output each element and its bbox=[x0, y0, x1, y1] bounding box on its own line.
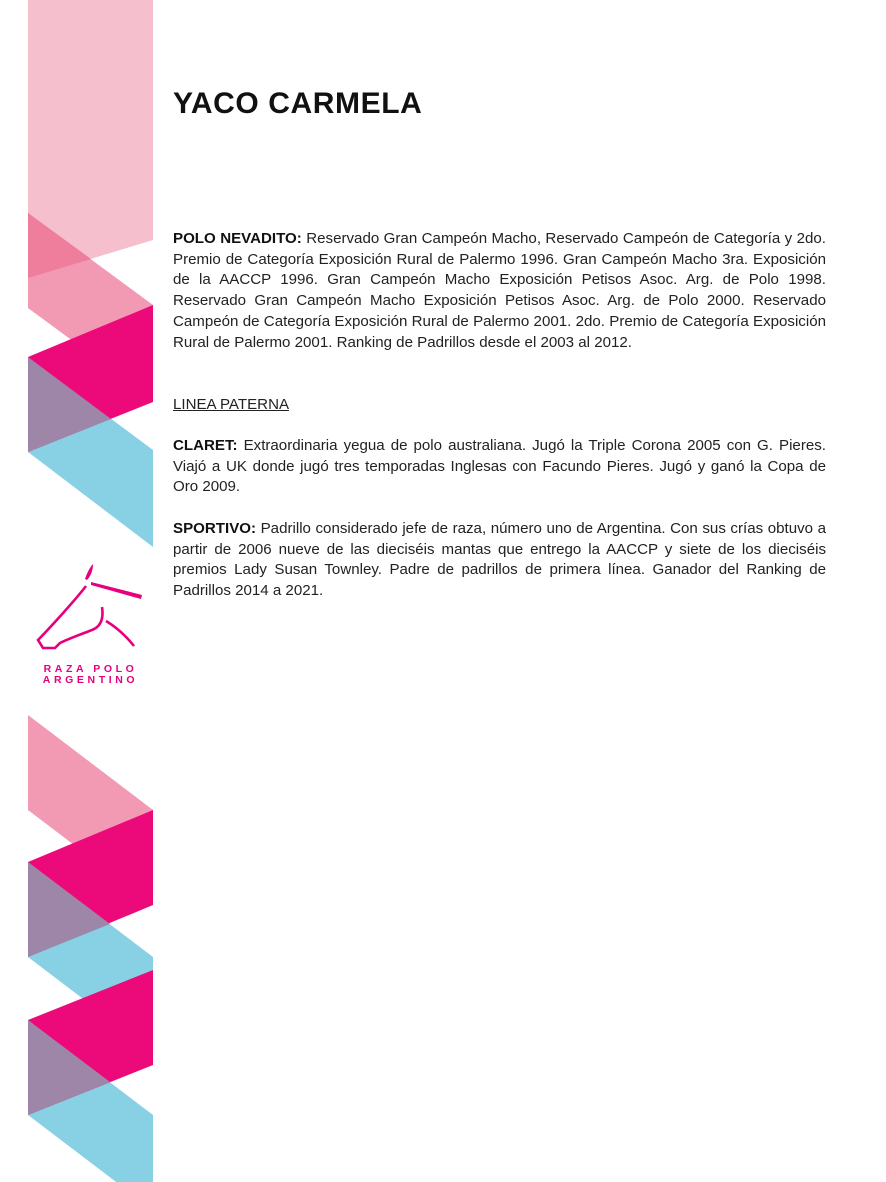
label-polo-nevadito: POLO NEVADITO: bbox=[173, 230, 302, 247]
paragraph-polo-nevadito bbox=[173, 229, 826, 353]
paragraph-claret bbox=[173, 436, 826, 498]
label-sportivo: SPORTIVO: bbox=[173, 520, 257, 537]
text-polo-nevadito: Reservado Gran Campeón Macho, Reservado Campeón de Categoría y 2do. Premio de Categoría Exposición Rural de Palermo 1996. Gran Campeón Macho 3ra. Exposición de la AACCP 1996. Gran Campeón Macho Exposición Petisos Asoc. Arg. de Polo 1998. Reservado Gran Campeón Macho Exposición Petisos Asoc. Arg. de Polo 2000. Reservado Campeón de Categoría Exposición Rural de Palermo 2001. 2do. Premio de Categoría Exposición Rural de Palermo 2001. Ranking de Padrillos desde el 2003 al 2012. bbox=[173, 230, 826, 351]
page-title: YACO CARMELA bbox=[173, 87, 423, 120]
logo-text-line1: RAZA POLO bbox=[43, 663, 138, 675]
label-claret: CLARET: bbox=[173, 437, 238, 454]
paragraph-sportivo bbox=[173, 519, 826, 602]
section-heading-linea-paterna: LINEA PATERNA bbox=[173, 396, 290, 413]
text-claret: Extraordinaria yegua de polo australiana. Jugó la Triple Corona 2005 con G. Pieres. Viajó a UK donde jugó tres temporadas Inglesas con Facundo Pieres. Jugó y ganó la Copa de Oro 2009. bbox=[173, 437, 826, 496]
text-sportivo: Padrillo considerado jefe de raza, número uno de Argentina. Con sus crías obtuvo a partir de 2006 nueve de las dieciséis mantas que entrego la AACCP y siete de los dieciséis premios Lady Susan Townley. Padre de padrillos de primera línea. Ganador del Ranking de Padrillos 2014 a 2021. bbox=[173, 520, 826, 600]
logo-text-line2: ARGENTINO bbox=[42, 674, 139, 686]
